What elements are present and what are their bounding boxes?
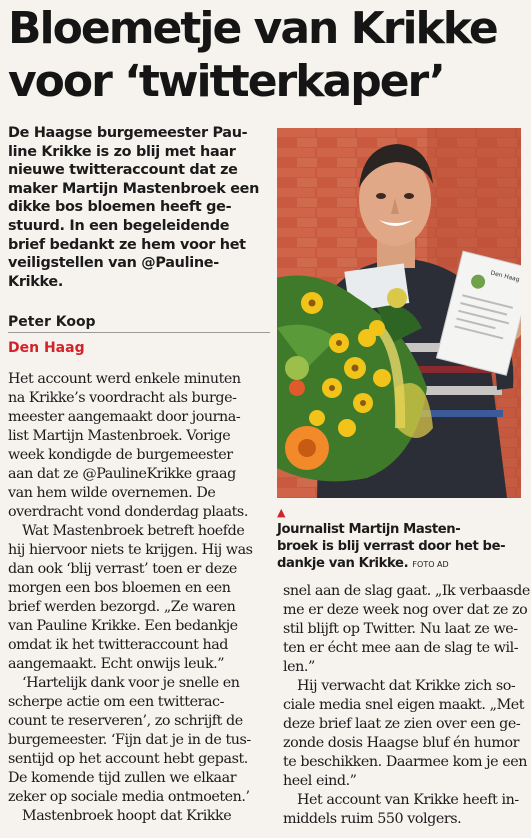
body-line: heel eind.” — [283, 773, 357, 789]
caption-marker-icon: ▲ — [277, 506, 286, 519]
intro-line: maker Martijn Mastenbroek een — [8, 180, 260, 197]
body-line: zonde dosis Haagse bluf én humor — [283, 735, 520, 751]
headline-line: voor ‘twitterkaper’ — [8, 56, 444, 107]
body-line: middels ruim 550 volgers. — [283, 811, 462, 827]
article-photo — [277, 128, 521, 498]
body-line: De komende tijd zullen we elkaar — [8, 770, 237, 786]
body-line: Mastenbroek hoopt dat Krikke — [22, 808, 232, 824]
body-line: list Martijn Mastenbroek. Vorige — [8, 428, 231, 444]
body-line: me er deze week nog over dat ze zo — [283, 602, 528, 618]
body-line: Hij verwacht dat Krikke zich so- — [297, 678, 516, 694]
body-line: aangemaakt. Echt onwijs leuk.” — [8, 656, 225, 672]
body-line: dan ook ‘blij verrast’ toen er deze — [8, 561, 237, 577]
body-line: stil blijft op Twitter. Nu laat ze we- — [283, 621, 518, 637]
byline-divider — [8, 332, 270, 333]
intro-line: dikke bos bloemen heeft ge- — [8, 199, 232, 216]
body-line: na Krikke’s voordracht als burge- — [8, 390, 237, 406]
headline-line: Bloemetje van Krikke — [8, 3, 497, 54]
body-line: burgemeester. ‘Fijn dat je in de tus- — [8, 732, 251, 748]
body-line: omdat ik het twitteraccount had — [8, 637, 228, 653]
body-line: ten er écht mee aan de slag te wil- — [283, 640, 519, 656]
intro-line: line Krikke is zo blij met haar — [8, 143, 236, 160]
body-line: Het account van Krikke heeft in- — [297, 792, 519, 808]
body-line: scherpe actie om een twitterac- — [8, 694, 224, 710]
body-column-left — [8, 370, 272, 826]
photo-illustration — [277, 128, 521, 498]
body-line: van Pauline Krikke. Een bedankje — [8, 618, 238, 634]
body-line: brief werden bezorgd. „Ze waren — [8, 599, 236, 615]
body-line: sentijd op het account hebt gepast. — [8, 751, 248, 767]
intro-line: nieuwe twitteraccount dat ze — [8, 162, 238, 179]
intro-line: stuurd. In een begeleidende — [8, 217, 230, 234]
body-column-right — [283, 582, 530, 829]
body-line: meester aangemaakt door journa- — [8, 409, 241, 425]
intro-line: Krikke. — [8, 273, 64, 290]
body-line: aan dat ze @PaulineKrikke graag — [8, 466, 236, 482]
byline-place: Den Haag — [8, 340, 85, 356]
body-line: ‘Hartelijk dank voor je snelle en — [22, 675, 240, 691]
caption-line — [277, 555, 521, 573]
caption-line: broek is blij verrast door het be- — [277, 539, 506, 554]
body-line: Wat Mastenbroek betreft hoefde — [22, 523, 245, 539]
caption-text: dankje van Krikke. — [277, 556, 409, 571]
body-line: hij hiervoor niets te krijgen. Hij was — [8, 542, 253, 558]
intro-line: brief bedankt ze hem voor het — [8, 236, 246, 253]
body-line: count te reserveren’, zo schrijft de — [8, 713, 243, 729]
body-line: van hem wilde overnemen. De — [8, 485, 216, 501]
body-line: Het account werd enkele minuten — [8, 371, 241, 387]
caption-text: Journalist Martijn Masten- — [277, 522, 461, 537]
intro-line: De Haagse burgemeester Pau- — [8, 125, 248, 141]
intro-paragraph — [8, 124, 270, 291]
intro-line: veiligstellen van @Pauline- — [8, 255, 219, 272]
body-line: ciale media snel eigen maakt. „Met — [283, 697, 525, 713]
body-line: te beschikken. Daarmee kom je een — [283, 754, 528, 770]
photo-credit: FOTO AD — [412, 560, 449, 569]
body-line: len.” — [283, 659, 315, 675]
caption-line — [277, 504, 521, 538]
body-line: snel aan de slag gaat. „Ik verbaasde — [283, 583, 530, 599]
byline-author: Peter Koop — [8, 314, 96, 330]
body-line: morgen een bos bloemen en een — [8, 580, 231, 596]
headline — [8, 2, 526, 108]
photo-caption — [277, 504, 521, 573]
body-line: deze brief laat ze zien over een ge- — [283, 716, 521, 732]
body-line: overdracht vond donderdag plaats. — [8, 504, 248, 520]
body-line: week kondigde de burgemeester — [8, 447, 233, 463]
body-line: zeker op sociale media ontmoeten.’ — [8, 789, 250, 805]
letter-text: Den Haag — [489, 269, 521, 284]
